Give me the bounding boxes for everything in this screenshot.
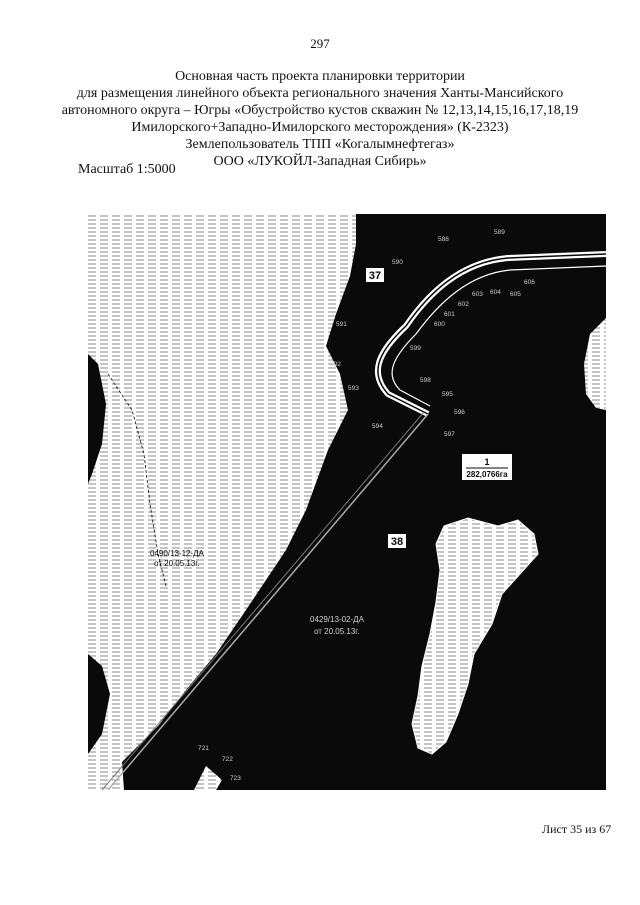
point-label: 598	[420, 377, 431, 384]
point-label: 595	[442, 391, 453, 398]
sheet-number: Лист 35 из 67	[542, 822, 612, 836]
point-label: 601	[444, 311, 455, 318]
lease-2-line1: 0429/13-02-ДА	[310, 615, 364, 624]
point-label: 590	[392, 259, 403, 266]
point-label: 593	[348, 385, 359, 392]
point-label: 597	[444, 431, 455, 438]
point-label: 588	[438, 236, 449, 243]
header-line: Землепользователь ТПП «Когалымнефтегаз»	[185, 137, 455, 152]
header-line: Основная часть проекта планировки территории	[175, 69, 465, 84]
point-label: 602	[458, 301, 469, 308]
page-number: 297	[310, 36, 330, 51]
document-header	[0, 68, 640, 170]
point-label: 596	[454, 409, 465, 416]
point-label: 604	[490, 289, 501, 296]
point-label: 599	[410, 345, 421, 352]
point-label: 592	[330, 361, 341, 368]
map-scale: Масштаб 1:5000	[78, 162, 176, 177]
planning-map	[88, 214, 606, 790]
header-line: для размещения линейного объекта регионального значения Ханты-Мансийского	[76, 86, 564, 101]
point-label-hidden	[88, 214, 99, 216]
point-label: 600	[434, 321, 445, 328]
point-label: 721	[198, 745, 209, 752]
point-label: 594	[372, 423, 383, 430]
point-label: 723	[230, 775, 241, 782]
parcel-area: 282,0766га	[466, 470, 508, 479]
header-line: ООО «ЛУКОЙЛ-Западная Сибирь»	[213, 154, 427, 169]
point-label: 591	[336, 321, 347, 328]
header-line: автономного округа – Югры «Обустройство кустов скважин № 12,13,14,15,16,17,18,19	[61, 103, 579, 118]
header-line: Имилорского+Западно-Имилорского месторождения» (К-2323)	[131, 120, 509, 135]
parcel-number: 1	[484, 457, 490, 467]
lease-2-line2: от 20.05.13г.	[314, 627, 360, 636]
point-label: 603	[472, 291, 483, 298]
point-label: 589	[494, 229, 505, 236]
quarter-38-label: 38	[390, 536, 404, 548]
point-label: 605	[510, 291, 521, 298]
point-label: 606	[524, 279, 535, 286]
lease-1-line1: 0490/13-12-ДА	[150, 549, 204, 558]
lease-1-line2: от 20.05.13г.	[154, 559, 200, 568]
quarter-37-label: 37	[368, 270, 382, 282]
point-label: 722	[222, 756, 233, 763]
